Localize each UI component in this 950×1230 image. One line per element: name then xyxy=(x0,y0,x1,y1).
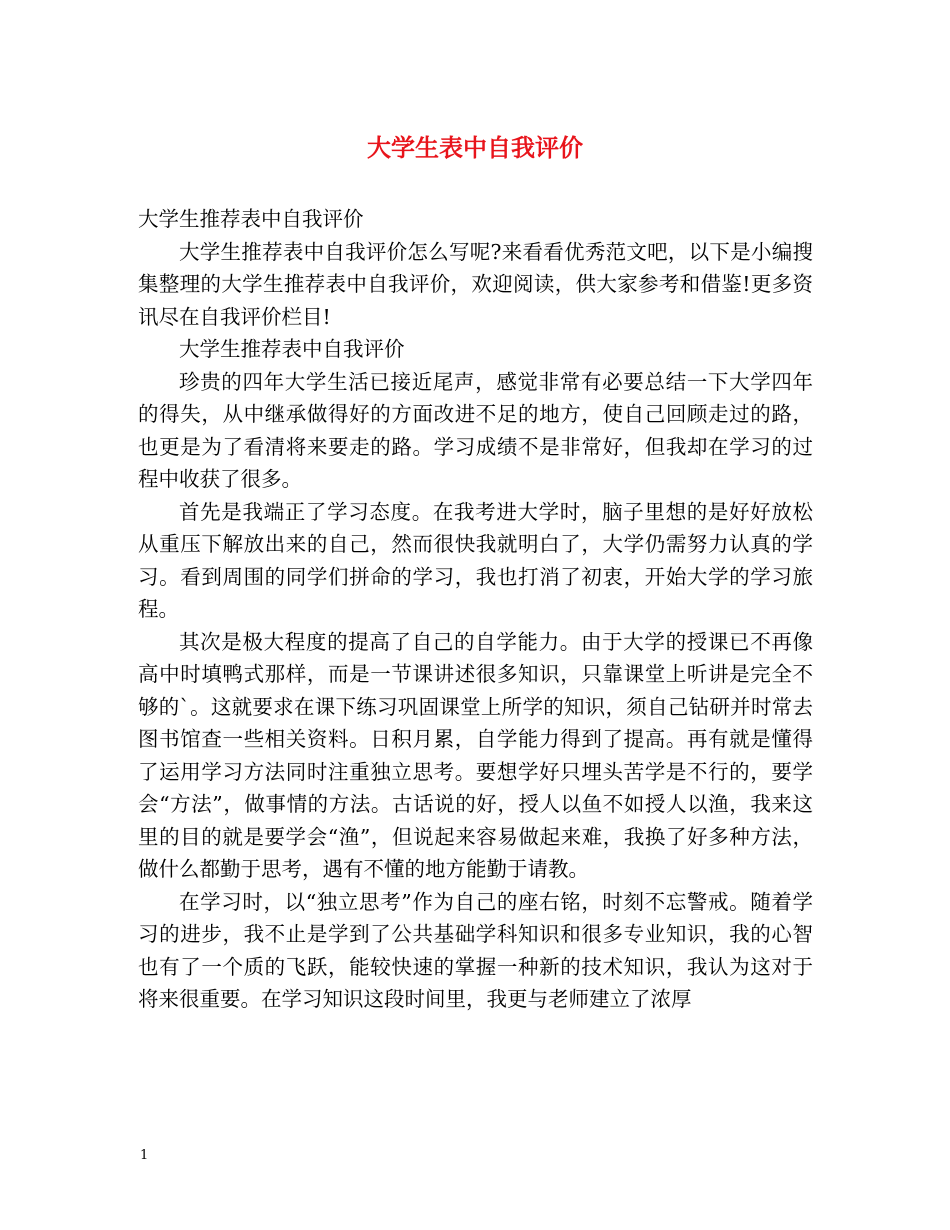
paragraph-heading: 大学生推荐表中自我评价 xyxy=(138,207,364,231)
paragraph-intro: 大学生推荐表中自我评价怎么写呢?来看看优秀范文吧，以下是小编搜集整理的大学生推荐表中自我评价，欢迎阅读，供大家参考和借鉴!更多资讯尽在自我评价栏目! xyxy=(138,239,813,329)
paragraph-independent-thinking: 在学习时，以“独立思考”作为自己的座右铭，时刻不忘警戒。随着学习的进步，我不止是学到了公共基础学科知识和很多专业知识，我的心智也有了一个质的飞跃，能较快速的掌握一种新的技术知识，我认为这对于将来很重要。在学习知识这段时间里，我更与老师建立了浓厚 xyxy=(138,889,813,1011)
document-body xyxy=(138,203,813,1016)
page-number: 1 xyxy=(140,1148,149,1163)
paragraph-self-study: 其次是极大程度的提高了自己的自学能力。由于大学的授课已不再像高中时填鸭式那样，而是一节课讲述很多知识，只靠课堂上听讲是完全不够的`。这就要求在课下练习巩固课堂上所学的知识，须自己钻研并时常去图书馆查一些相关资料。日积月累，自学能力得到了提高。再有就是懂得了运用学习方法同时注重独立思考。要想学好只埋头苦学是不行的，要学会“方法”，做事情的方法。古话说的好，授人以鱼不如授人以渔，我来这里的目的就是要学会“渔”，但说起来容易做起来难，我换了好多种方法，做什么都勤于思考，遇有不懂的地方能勤于请教。 xyxy=(138,629,813,881)
paragraph-attitude: 首先是我端正了学习态度。在我考进大学时，脑子里想的是好好放松从重压下解放出来的自己，然而很快我就明白了，大学仍需努力认真的学习。看到周围的同学们拼命的学习，我也打消了初衷，开始大学的学习旅程。 xyxy=(138,499,813,621)
paragraph-subheading: 大学生推荐表中自我评价 xyxy=(179,337,405,361)
document-title: 大学生表中自我评价 xyxy=(367,133,583,162)
paragraph-reflection: 珍贵的四年大学生活已接近尾声，感觉非常有必要总结一下大学四年的得失，从中继承做得好的方面改进不足的地方，使自己回顾走过的路，也更是为了看清将来要走的路。学习成绩不是非常好，但我却在学习的过程中收获了很多。 xyxy=(138,369,813,491)
